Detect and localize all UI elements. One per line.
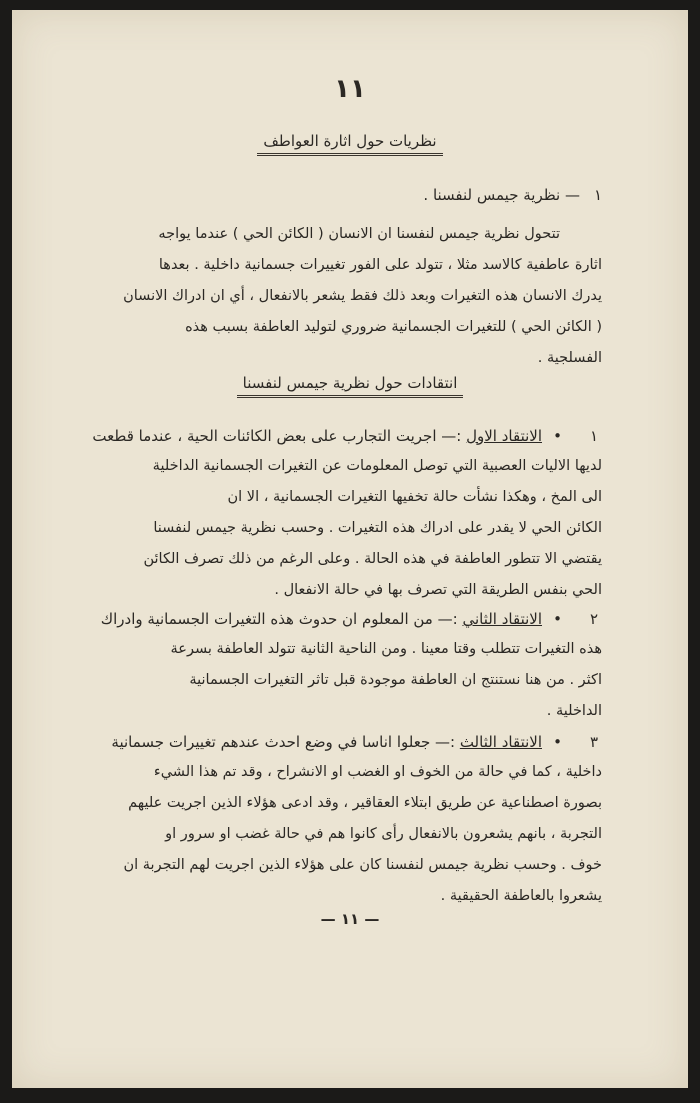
- critique3-line: بصورة اصطناعية عن طريق ابتلاء العقاقير ، وقد ادعى هؤلاء الذين اجريت عليهم: [128, 795, 602, 811]
- critique1-line: الكائن الحي لا يقدر على ادراك هذه التغيرات . وحسب نظرية جيمس لنفسنا: [153, 520, 602, 536]
- critique3-first-line: :— جعلوا اناسا في وضع احدث عندهم تغييرات جسمانية: [111, 733, 456, 751]
- critique3-bullet: •: [553, 733, 562, 751]
- critique2-number: ٢: [589, 610, 598, 628]
- critique1-line: الى المخ ، وهكذا نشأت حالة تخفيها التغيرات الجسمانية ، الا ان: [227, 489, 602, 505]
- critique2-label: الانتقاد الثاني: [462, 610, 542, 628]
- section1-line: تتحول نظرية جيمس لنفسنا ان الانسان ( الكائن الحي ) عندما يواجه: [158, 226, 560, 242]
- critique3-label: الانتقاد الثالث: [459, 733, 542, 751]
- critique1-heading-line: [92, 427, 542, 445]
- critique1-label: الانتقاد الاول: [466, 427, 542, 445]
- critique1-number: ١: [589, 427, 598, 445]
- section1-line: اثارة عاطفية كالاسد مثلا ، تتولد على الفور تغييرات جسمانية داخلية . بعدها: [158, 257, 602, 273]
- section1-line: الفسلجية .: [537, 350, 602, 366]
- page-title-text: نظريات حول اثارة العواطف: [257, 132, 442, 156]
- page-title: [12, 132, 688, 156]
- section1-line: يدرك الانسان هذه التغيرات وبعد ذلك فقط يشعر بالانفعال ، أي ان ادراك الانسان: [123, 288, 602, 304]
- critique3-line: يشعروا بالعاطفة الحقيقية .: [440, 888, 602, 904]
- document-page: [12, 10, 688, 1088]
- critique1-bullet: •: [553, 427, 562, 445]
- critique3-heading-line: [111, 733, 542, 751]
- critique2-heading-line: [101, 610, 542, 628]
- critique2-first-line: :— من المعلوم ان حدوث هذه التغيرات الجسمانية وادراك: [100, 610, 458, 628]
- critique1-first-line: :— اجريت التجارب على بعض الكائنات الحية ، عندما قطعت: [92, 427, 462, 445]
- critiques-title-text: انتقادات حول نظرية جيمس لنفسنا: [237, 374, 464, 398]
- section1-number: ١: [593, 186, 602, 204]
- section1-line: ( الكائن الحي ) للتغيرات الجسمانية ضروري لتوليد العاطفة بسبب هذه: [185, 319, 602, 335]
- section1-heading: — نظرية جيمس لنفسنا .: [423, 186, 580, 204]
- critique1-line: يقتضي الا تتطور العاطفة في هذه الحالة . وعلى الرغم من ذلك تصرف الكائن: [143, 551, 602, 567]
- critique1-line: لديها الاليات العصبية التي توصل المعلومات عن التغيرات الجسمانية الداخلية: [152, 458, 602, 474]
- critiques-title: [12, 374, 688, 398]
- critique1-line: الحي بنفس الطريقة التي تصرف بها في حالة الانفعال .: [274, 582, 602, 598]
- critique3-number: ٣: [589, 733, 598, 751]
- page-number-top: ١١: [334, 74, 366, 104]
- critique3-line: التجربة ، بانهم يشعرون بالانفعال رأى كانوا هم في حالة غضب او سرور او: [165, 826, 602, 842]
- critique2-line: الداخلية .: [546, 703, 602, 719]
- page-number-bottom: — ١١ —: [320, 910, 380, 928]
- critique2-line: هذه التغيرات تتطلب وقتا معينا . ومن الناحية الثانية تتولد العاطفة بسرعة: [170, 641, 602, 657]
- critique3-line: خوف . وحسب نظرية جيمس لنفسنا كان على هؤلاء الذين اجريت لهم التجربة ان: [123, 857, 602, 873]
- critique3-line: داخلية ، كما في حالة من الخوف او الغضب او الانشراح ، وقد تم هذا الشيء: [153, 764, 602, 780]
- critique2-line: اكثر . من هنا نستنتج ان العاطفة موجودة قبل تاثر التغيرات الجسمانية: [189, 672, 602, 688]
- critique2-bullet: •: [553, 610, 562, 628]
